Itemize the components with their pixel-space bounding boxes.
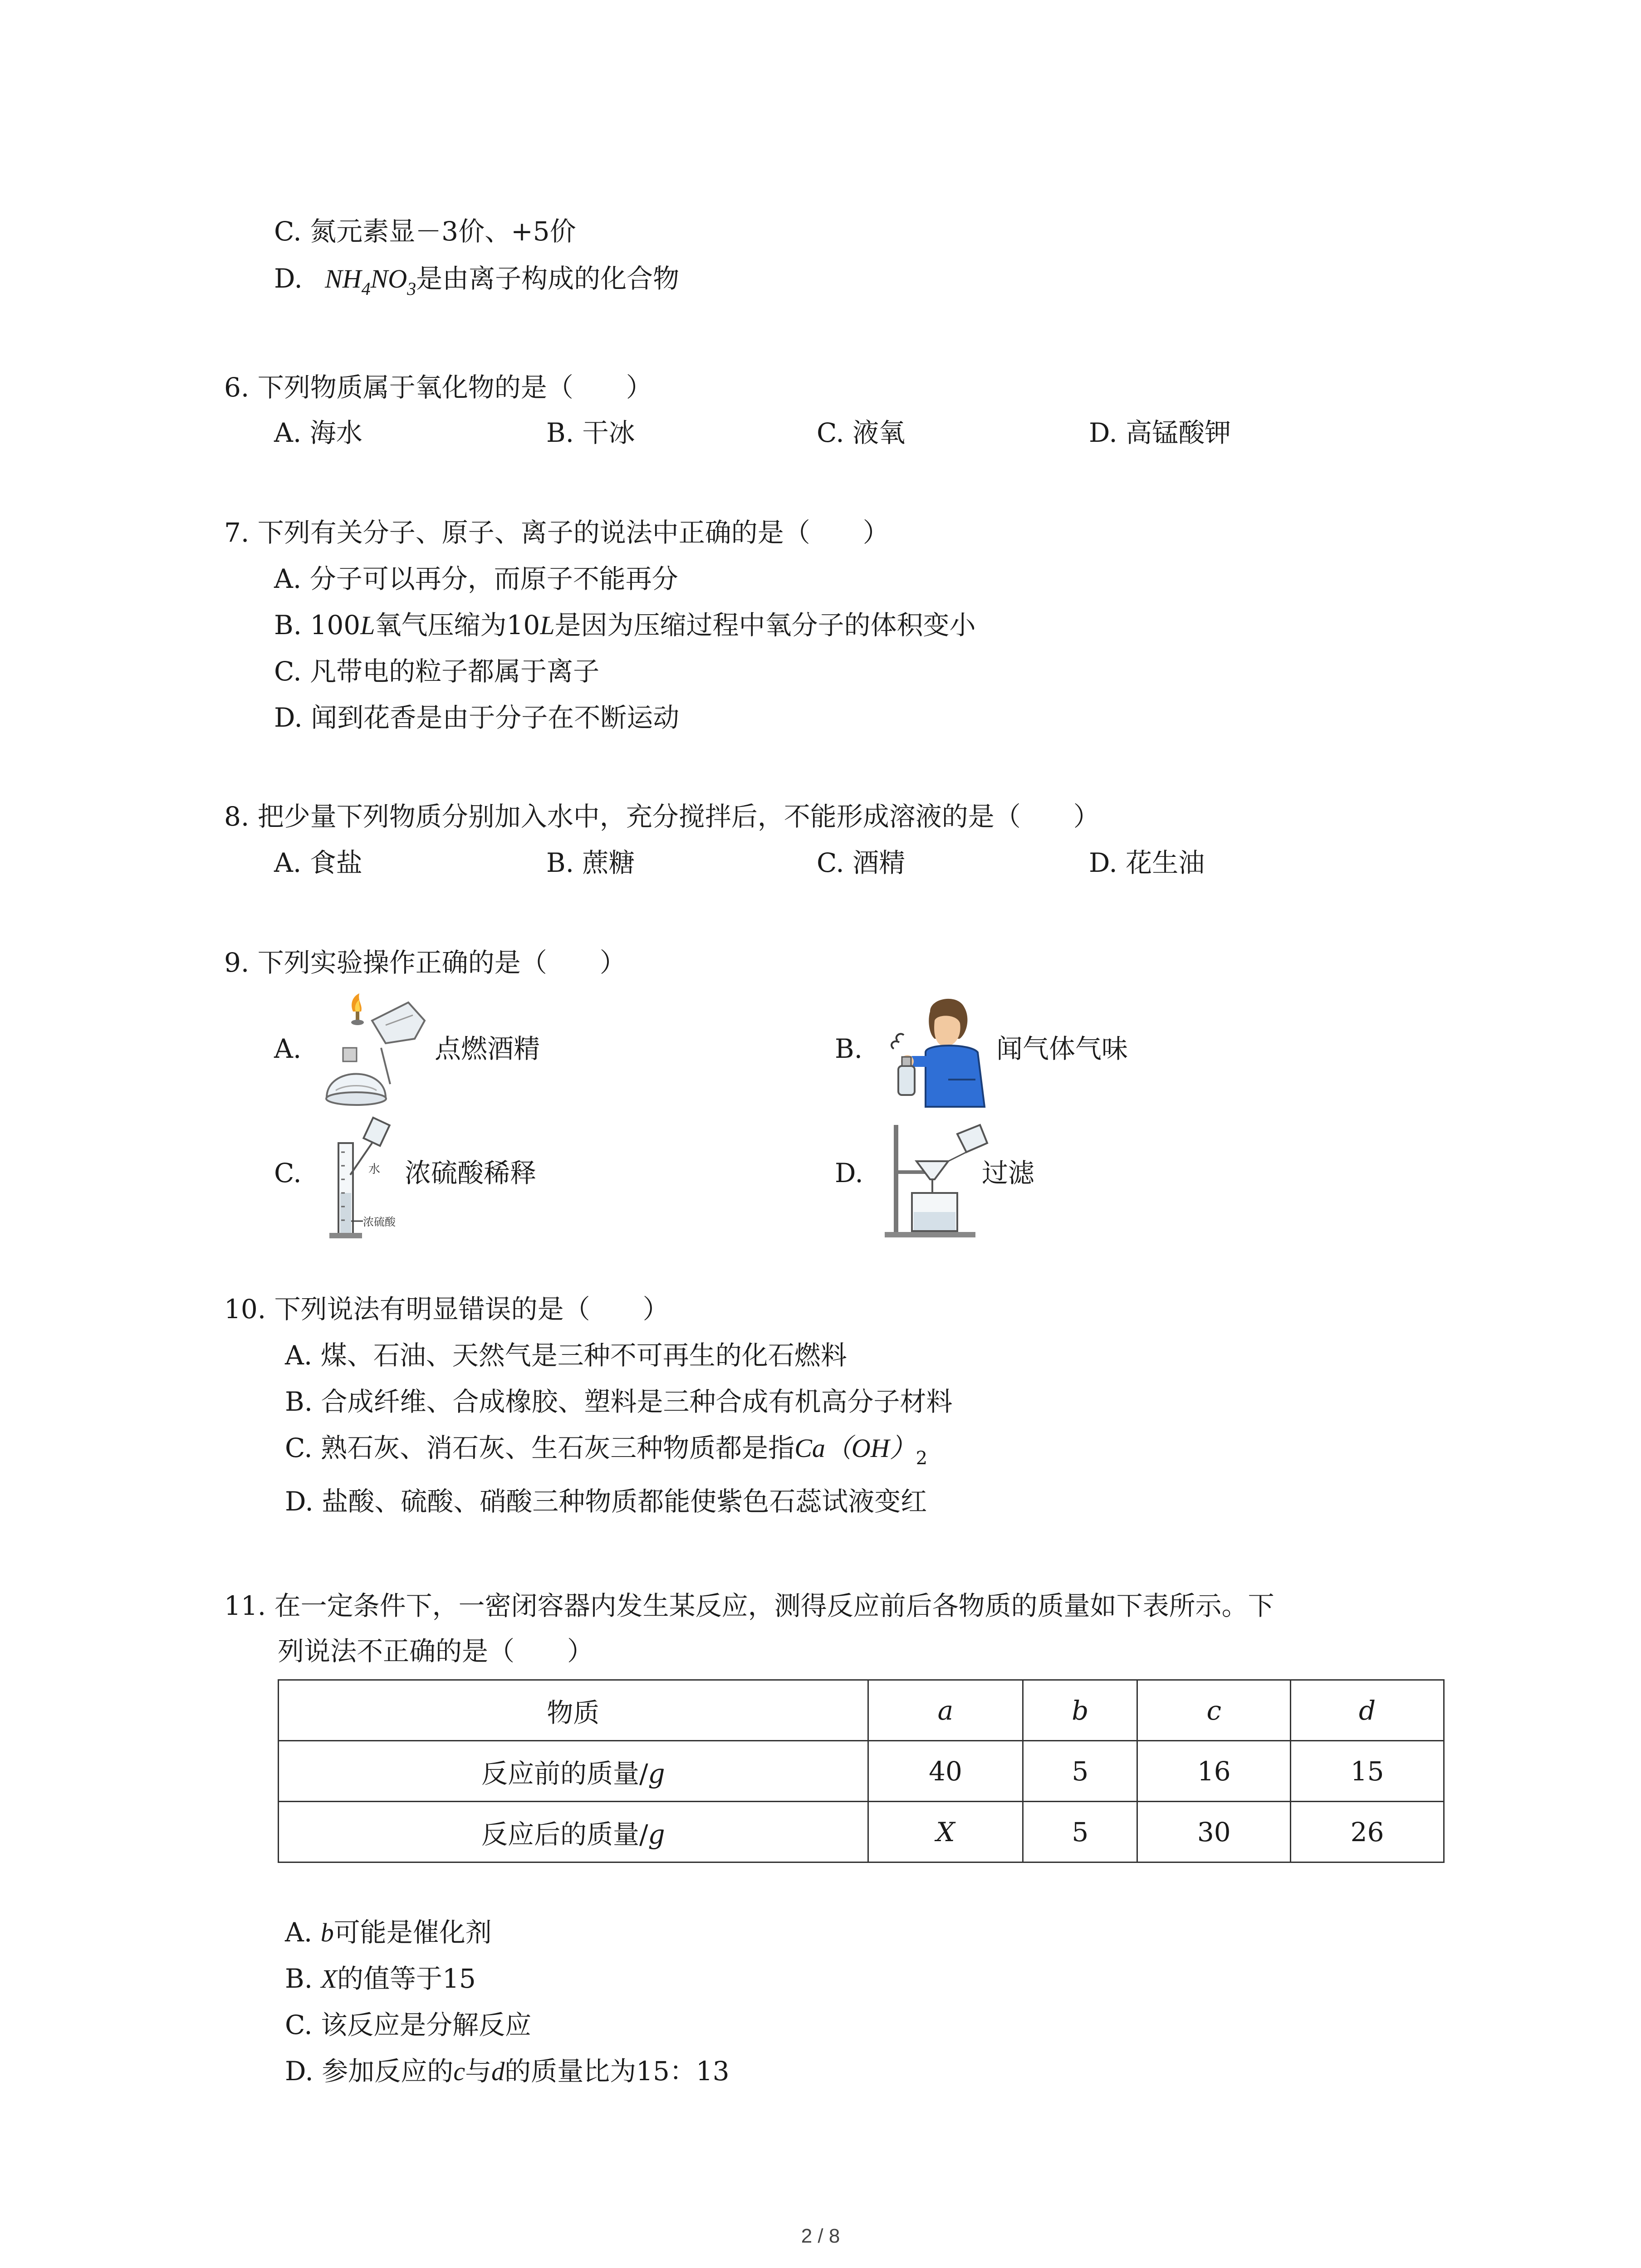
q8-stem: 8. 把少量下列物质分别加入水中，充分搅拌后，不能形成溶液的是（ ） (224, 801, 1100, 832)
q11-stem-line1: 11. 在一定条件下，一密闭容器内发生某反应，测得反应前后各物质的质量如下表所示。下 (224, 1590, 1274, 1621)
q6-option-b: B. 干冰 (546, 417, 635, 448)
page-number: 2 / 8 (801, 2225, 840, 2247)
table-row (279, 1741, 1444, 1802)
q7-option-a: A. 分子可以再分，而原子不能再分 (274, 563, 678, 594)
table-row-label: 反应前的质量/g (279, 1741, 868, 1802)
q11-option-a: A. b可能是催化剂 (285, 1917, 492, 1948)
q7-option-d: D. 闻到花香是由于分子在不断运动 (274, 702, 680, 733)
q5-option-c: C. 氮元素显－3价、+5价 (274, 216, 576, 247)
q9-option-a-label: A. (274, 1033, 302, 1064)
q11-option-d: D. 参加反应的c与d的质量比为15：13 (285, 2056, 730, 2087)
q7-option-c: C. 凡带电的粒子都属于离子 (274, 656, 600, 687)
smelling-gas-image (880, 993, 989, 1111)
table-header-cell: a (868, 1680, 1023, 1741)
dilute-sulfuric-acid-image (318, 1116, 408, 1243)
q9-option-b-label: B. (835, 1033, 863, 1064)
formula-nh4no3: $NH_4NO_3$ (325, 264, 416, 299)
table-cell: 5 (1023, 1741, 1137, 1802)
q6-option-c: C. 液氧 (817, 417, 906, 448)
q9-option-d-caption: 过滤 (982, 1158, 1035, 1188)
q9-option-d-label: D. (835, 1158, 863, 1188)
q7-stem: 7. 下列有关分子、原子、离子的说法中正确的是（ ） (224, 517, 889, 548)
q8-option-a: A. 食盐 (274, 847, 362, 878)
q5-option-d-label: D. (274, 263, 303, 294)
q10-option-c: C. 熟石灰、消石灰、生石灰三种物质都是指$Ca(OH)_2$ (285, 1432, 928, 1469)
q8-option-b: B. 蔗糖 (546, 847, 635, 878)
q10-option-a: A. 煤、石油、天然气是三种不可再生的化石燃料 (285, 1340, 847, 1371)
table-row-label: 反应后的质量/g (279, 1802, 868, 1862)
table-cell: X (868, 1802, 1023, 1862)
q5-option-d: D. $NH_4NO_3$是由离子构成的化合物 (274, 263, 680, 299)
q9-option-a-caption: 点燃酒精 (435, 1033, 540, 1064)
q11-option-b: B. X的值等于15 (285, 1963, 476, 1994)
q6-option-a: A. 海水 (274, 417, 362, 448)
formula-caoh2: Ca（OH） (794, 1433, 916, 1463)
alcohol-lamp-lighting-image (318, 993, 436, 1116)
table-cell: 40 (868, 1741, 1023, 1802)
mass-table (278, 1679, 1445, 1863)
q8-option-c: C. 酒精 (817, 847, 906, 878)
q6-option-d: D. 高锰酸钾 (1089, 417, 1231, 448)
q9-c-acid-label: 浓硫酸 (363, 1216, 396, 1228)
table-header-cell: 物质 (279, 1680, 868, 1741)
table-header-cell: c (1137, 1680, 1291, 1741)
q11-option-c: C. 该反应是分解反应 (285, 2009, 532, 2040)
table-cell: 16 (1137, 1741, 1291, 1802)
q7-option-b: B. 100L氧气压缩为10L是因为压缩过程中氧分子的体积变小 (274, 610, 976, 640)
q10-option-d: D. 盐酸、硫酸、硝酸三种物质都能使紫色石蕊试液变红 (285, 1486, 927, 1517)
q11-stem-line2: 列说法不正确的是（ ） (278, 1636, 594, 1667)
q10-option-b: B. 合成纤维、合成橡胶、塑料是三种合成有机高分子材料 (285, 1386, 953, 1417)
table-cell: 30 (1137, 1802, 1291, 1862)
table-header-cell: b (1023, 1680, 1137, 1741)
filtration-image (880, 1116, 994, 1243)
table-header-row (279, 1680, 1444, 1741)
q9-option-c-label: C. (274, 1158, 302, 1188)
q10-stem: 10. 下列说法有明显错误的是（ ） (224, 1294, 669, 1325)
table-row (279, 1802, 1444, 1862)
q8-option-d: D. 花生油 (1089, 847, 1205, 878)
q9-stem: 9. 下列实验操作正确的是（ ） (224, 947, 626, 978)
table-cell: 26 (1291, 1802, 1444, 1862)
table-header-cell: d (1291, 1680, 1444, 1741)
table-cell: 15 (1291, 1741, 1444, 1802)
q9-c-water-label: 水 (368, 1163, 381, 1176)
q9-option-c-caption: 浓硫酸稀释 (405, 1158, 537, 1188)
q9-option-b-caption: 闻气体气味 (996, 1033, 1128, 1064)
table-cell: 5 (1023, 1802, 1137, 1862)
q6-stem: 6. 下列物质属于氧化物的是（ ） (224, 372, 652, 403)
